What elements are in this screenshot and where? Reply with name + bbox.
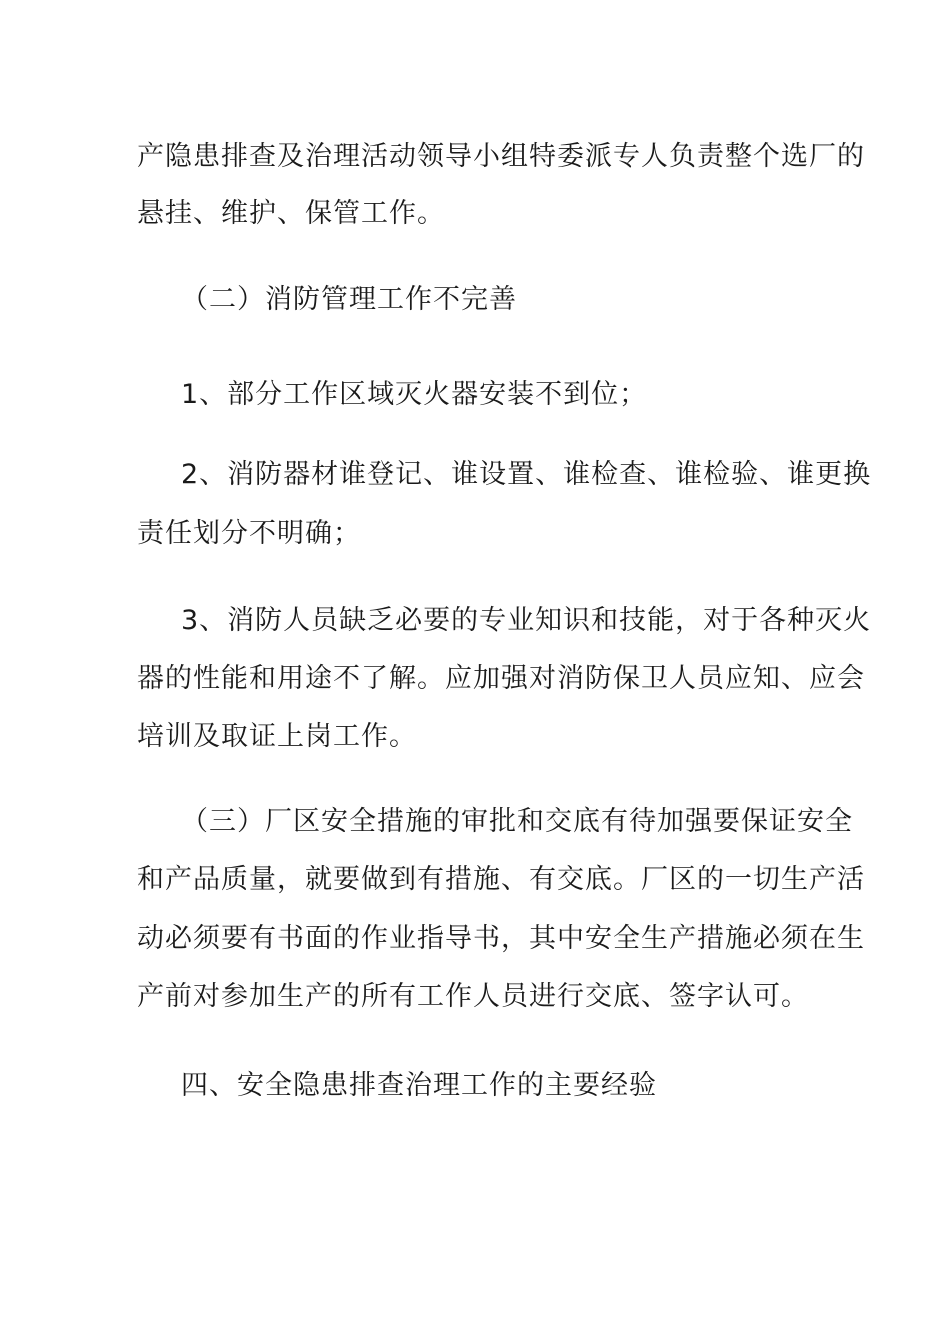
paragraph-line: 器的性能和用途不了解。应加强对消防保卫人员应知、应会 [137, 663, 865, 694]
paragraph-line: 产前对参加生产的所有工作人员进行交底、签字认可。 [137, 981, 809, 1012]
list-item: 2、消防器材谁登记、谁设置、谁检查、谁检验、谁更换 [181, 459, 872, 490]
paragraph-line: 悬挂、维护、保管工作。 [137, 198, 445, 229]
paragraph-line: 动必须要有书面的作业指导书，其中安全生产措施必须在生 [137, 923, 865, 954]
paragraph-line: 产隐患排查及治理活动领导小组特委派专人负责整个选厂的 [137, 141, 865, 172]
section-heading: （三）厂区安全措施的审批和交底有待加强要保证安全 [181, 806, 853, 837]
list-item: 1、部分工作区域灭火器安装不到位； [181, 379, 648, 410]
paragraph-line: 培训及取证上岗工作。 [137, 721, 417, 752]
section-heading: 四、安全隐患排查治理工作的主要经验 [181, 1070, 657, 1101]
paragraph-line: 责任划分不明确； [137, 518, 361, 549]
paragraph-line: 和产品质量，就要做到有措施、有交底。厂区的一切生产活 [137, 864, 865, 895]
list-item: 3、消防人员缺乏必要的专业知识和技能，对于各种灭火 [181, 605, 872, 636]
section-heading: （二）消防管理工作不完善 [181, 284, 517, 315]
